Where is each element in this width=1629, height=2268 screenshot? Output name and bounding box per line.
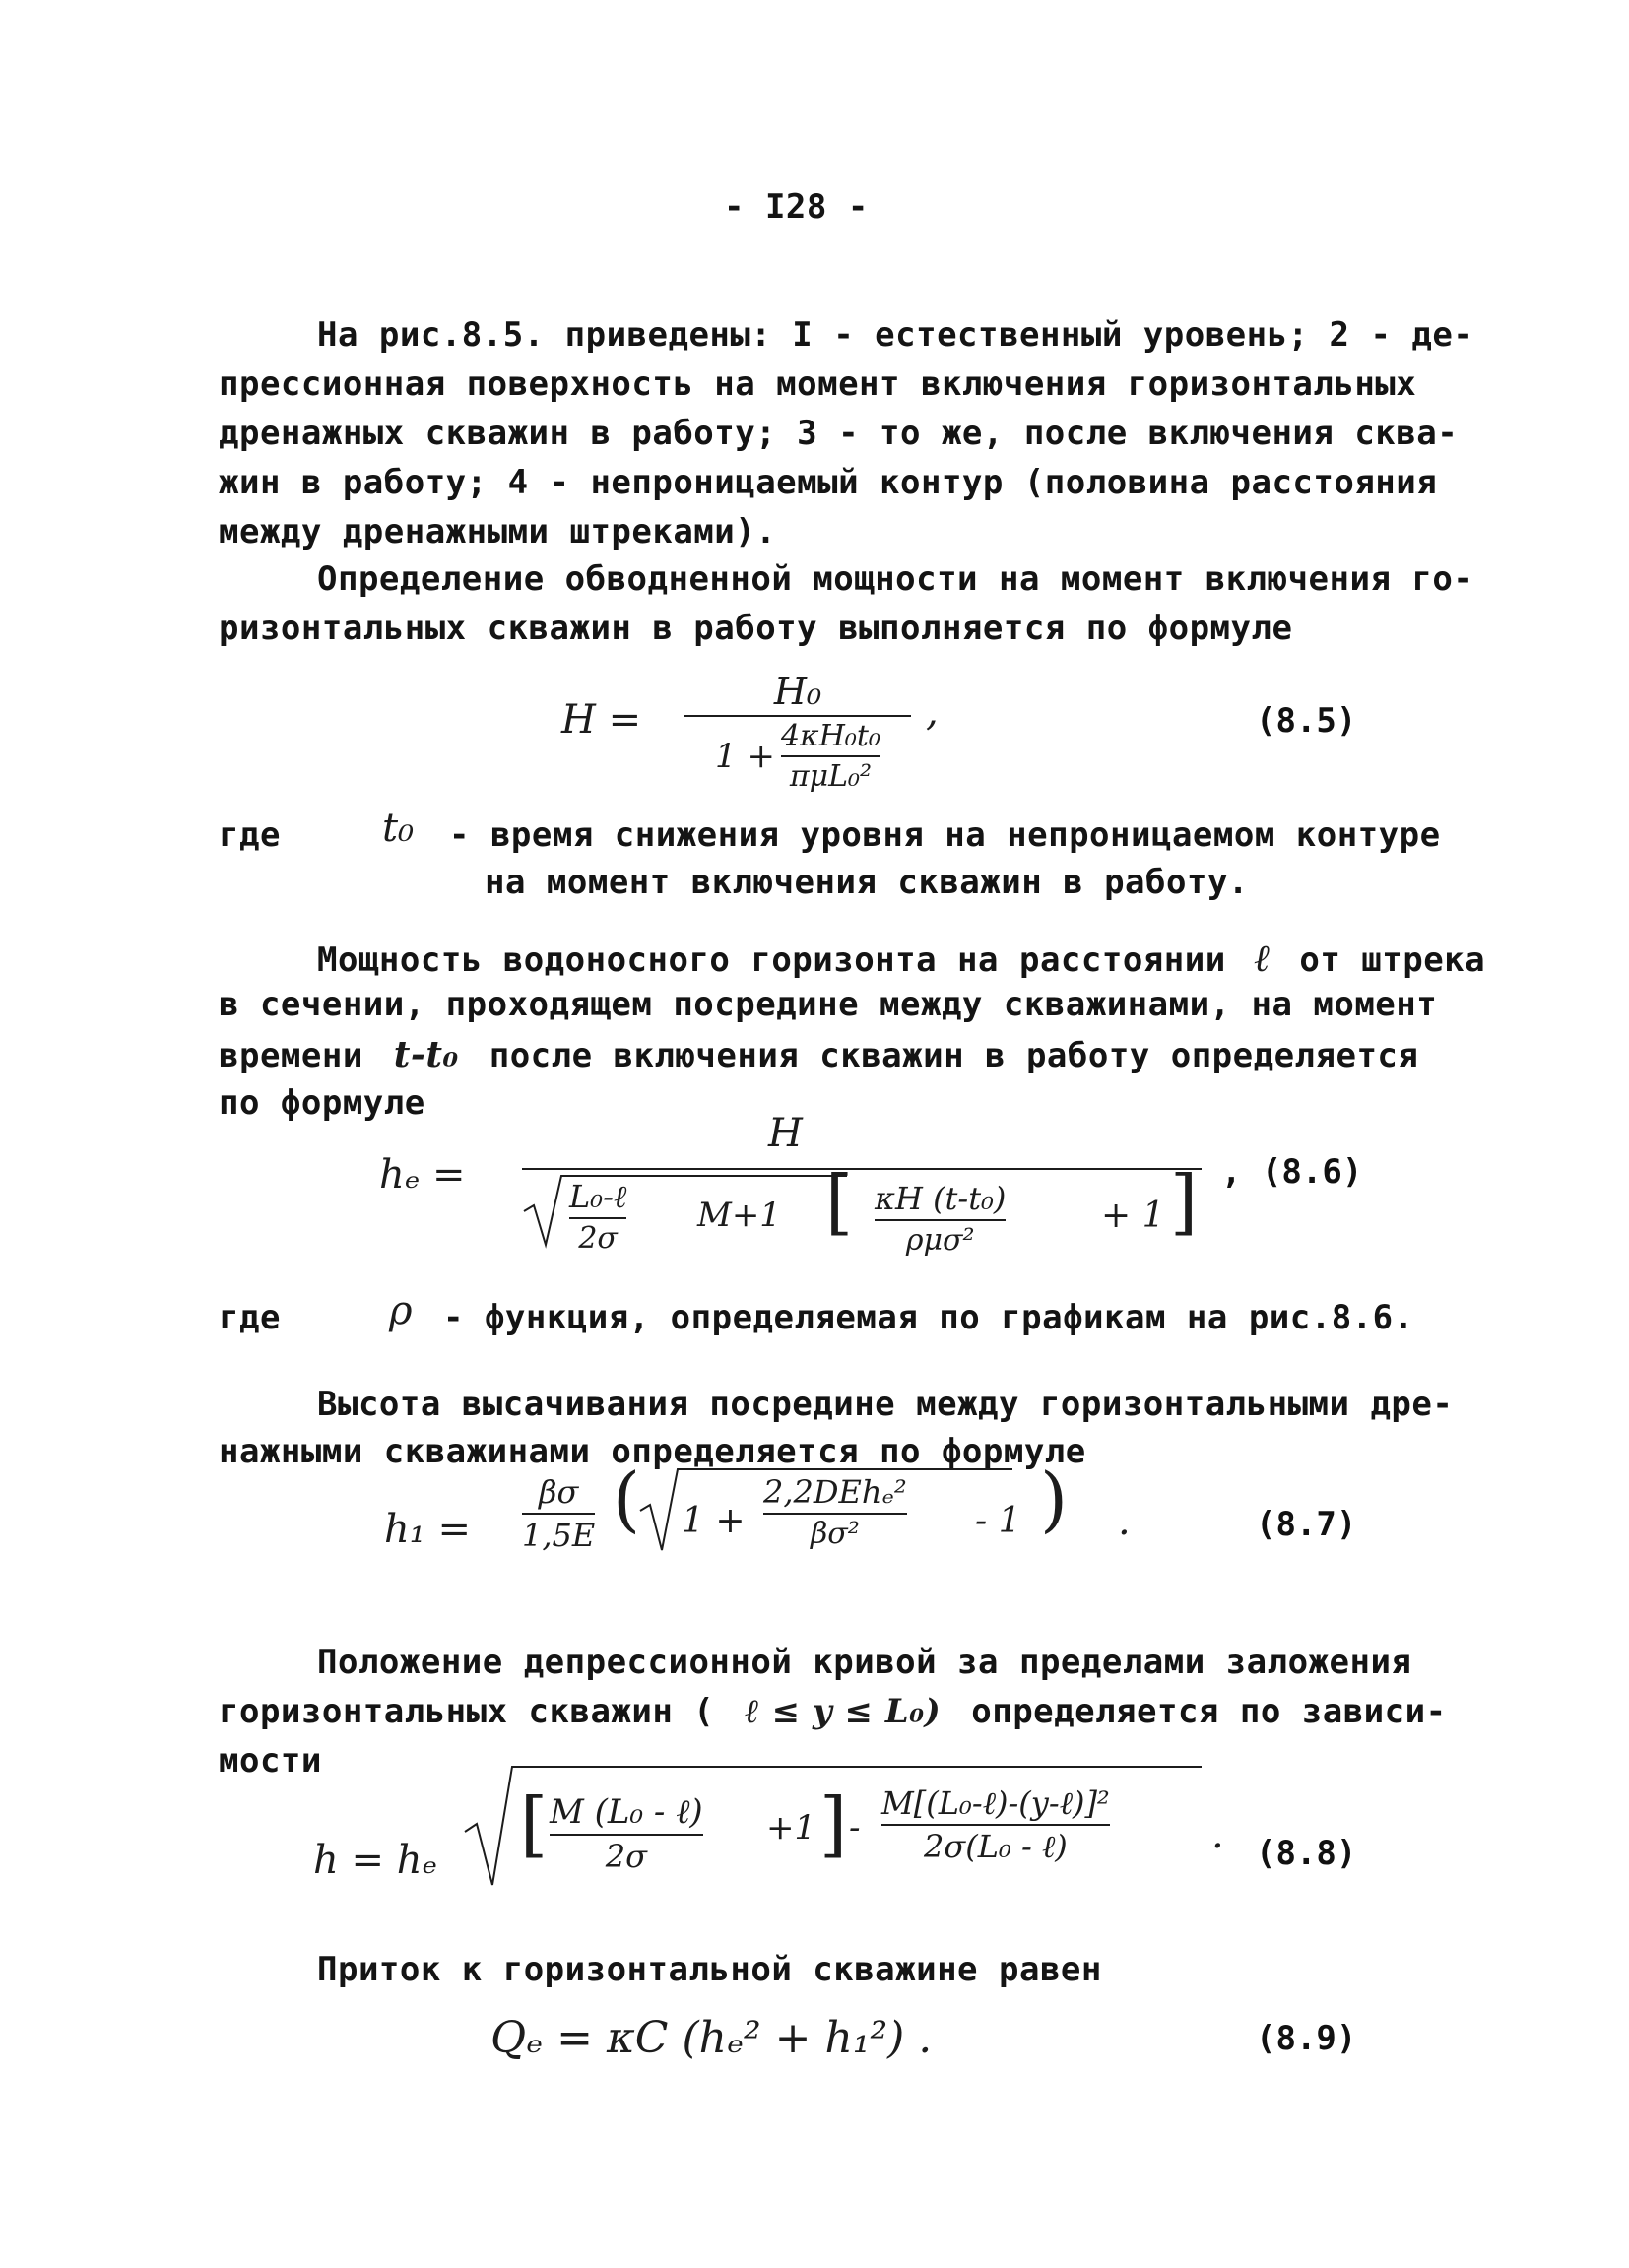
eq88-minus: - [849, 1808, 861, 1847]
eq86-numerator: H [768, 1111, 803, 1156]
paragraph-line: На рис.8.5. приведены: I - естественный уровень; 2 - де- [317, 315, 1474, 355]
symbol-t-t0: t-t₀ [393, 1034, 459, 1075]
paragraph-line: дренажных скважин в работу; 3 - то же, после включения сква- [219, 414, 1459, 453]
eq86-lhs: hₑ = [379, 1152, 466, 1198]
eq87-den: 1,5E [522, 1517, 596, 1554]
paragraph-line: нажными скважинами определяется по формуле [219, 1432, 1086, 1471]
eq86-rad-tail: M+1 [697, 1196, 781, 1235]
eq88-a-fraction [550, 1792, 703, 1875]
eq86-rad-fraction [569, 1178, 626, 1256]
eq85-sub-numerator: 4κH₀t₀ [780, 719, 880, 753]
where-label: где [219, 815, 281, 855]
eq85-comma: , [926, 689, 939, 735]
paragraph-line: мости [219, 1741, 322, 1781]
eq87-paren-open: ( [613, 1458, 641, 1540]
where-text: - время снижения уровня на непроницаемом контуре [449, 815, 1441, 855]
paragraph-line: по формуле [219, 1083, 425, 1123]
eq88-bracket-open: [ [520, 1782, 549, 1865]
paragraph-line [219, 1692, 1447, 1731]
where-label: где [219, 1298, 281, 1337]
text-run: от штрека [1299, 940, 1486, 980]
eq89-number: (8.9) [1256, 2019, 1357, 2058]
eq88-a-tail: +1 [766, 1808, 816, 1847]
eq87-in-pre: 1 + [682, 1501, 746, 1541]
text-run: Мощность водоносного горизонта на расстоянии [317, 940, 1226, 980]
eq85-numerator: H₀ [773, 670, 822, 713]
eq87-num: βσ [538, 1473, 579, 1511]
symbol-l: ℓ [1254, 936, 1271, 980]
eq86-rad-den: 2σ [578, 1221, 618, 1256]
eq87-in-den: βσ² [810, 1517, 860, 1551]
paragraph-line [219, 1034, 1418, 1075]
paragraph-line: жин в работу; 4 - непроницаемый контур (половина расстояния [219, 463, 1438, 502]
where-symbol-rho: ρ [389, 1288, 413, 1333]
paragraph-line: в сечении, проходящем посредине между скважинами, на момент [219, 985, 1438, 1024]
eq86-br-tail: + 1 [1101, 1196, 1165, 1236]
eq85-number: (8.5) [1256, 701, 1357, 741]
paragraph-line: Высота высачивания посредине между горизонтальными дре- [317, 1385, 1454, 1424]
eq87-paren-close: ) [1040, 1458, 1069, 1540]
eq85-lhs: H = [561, 697, 642, 743]
eq88-bracket-close: ] [819, 1782, 848, 1865]
eq86-rad-num: L₀-ℓ [569, 1178, 627, 1215]
eq86-bracket-close: ] [1170, 1160, 1199, 1243]
eq89-expression: Qₑ = κC (hₑ² + h₁²) . [490, 2013, 933, 2063]
paragraph-line: Положение депрессионной кривой за пределами заложения [317, 1643, 1412, 1682]
eq86-number: , (8.6) [1221, 1152, 1363, 1192]
eq85-sub-fraction [781, 719, 880, 794]
page-number: - I28 - [724, 187, 869, 227]
eq85-sub-denominator: πμL₀² [789, 759, 873, 794]
eq86-br-num: κH (t-t₀) [875, 1180, 1007, 1217]
paragraph-line: между дренажными штреками). [219, 512, 777, 551]
eq88-dot: . [1211, 1812, 1224, 1857]
text-run: определяется по зависи- [971, 1692, 1447, 1731]
eq87-in-tail: - 1 [975, 1501, 1021, 1541]
eq87-lhs: h₁ = [384, 1507, 472, 1552]
where-text: на момент включения скважин в работу. [485, 863, 1249, 902]
paragraph-line: Определение обводненной мощности на момент включения го- [317, 559, 1474, 599]
eq88-number: (8.8) [1256, 1834, 1357, 1873]
eq87-number: (8.7) [1256, 1505, 1357, 1544]
range-expression: ℓ ≤ y ≤ L₀) [745, 1692, 942, 1731]
eq88-a-den: 2σ [605, 1838, 647, 1875]
eq86-bracket-open: [ [825, 1160, 854, 1243]
paragraph-line [317, 936, 1485, 981]
eq87-in-num: 2,2DEhₑ² [763, 1473, 907, 1511]
eq86-br-den: ρμσ² [905, 1223, 975, 1258]
paragraph-line: Приток к горизонтальной скважине равен [317, 1950, 1102, 1989]
eq85-fraction [684, 670, 911, 794]
text-run: после включения скважин в работу определяется [489, 1036, 1419, 1075]
text-run: времени [219, 1036, 363, 1075]
eq88-b-den: 2σ(L₀ - ℓ) [924, 1828, 1068, 1865]
paragraph-line: прессионная поверхность на момент включения горизонтальных [219, 364, 1417, 404]
paragraph-line: ризонтальных скважин в работу выполняется по формуле [219, 609, 1293, 648]
where-symbol-t0: t₀ [382, 806, 415, 851]
eq88-a-num: M (L₀ - ℓ) [550, 1792, 703, 1832]
eq86-bracket-fraction [875, 1180, 1006, 1258]
eq85-den-prefix: 1 + [715, 737, 775, 776]
text-run: горизонтальных скважин ( [219, 1692, 715, 1731]
eq88-lhs: h = hₑ [313, 1838, 437, 1883]
eq87-dot: . [1118, 1499, 1131, 1544]
eq87-in-fraction [763, 1473, 907, 1551]
eq88-b-num: M[(L₀-ℓ)-(y-ℓ)]² [881, 1784, 1110, 1822]
eq88-b-fraction [881, 1784, 1110, 1865]
eq86-main-bar [522, 1168, 1202, 1170]
eq87-fraction [522, 1473, 595, 1554]
where-text: - функция, определяемая по графикам на рис.8.6. [443, 1298, 1414, 1337]
